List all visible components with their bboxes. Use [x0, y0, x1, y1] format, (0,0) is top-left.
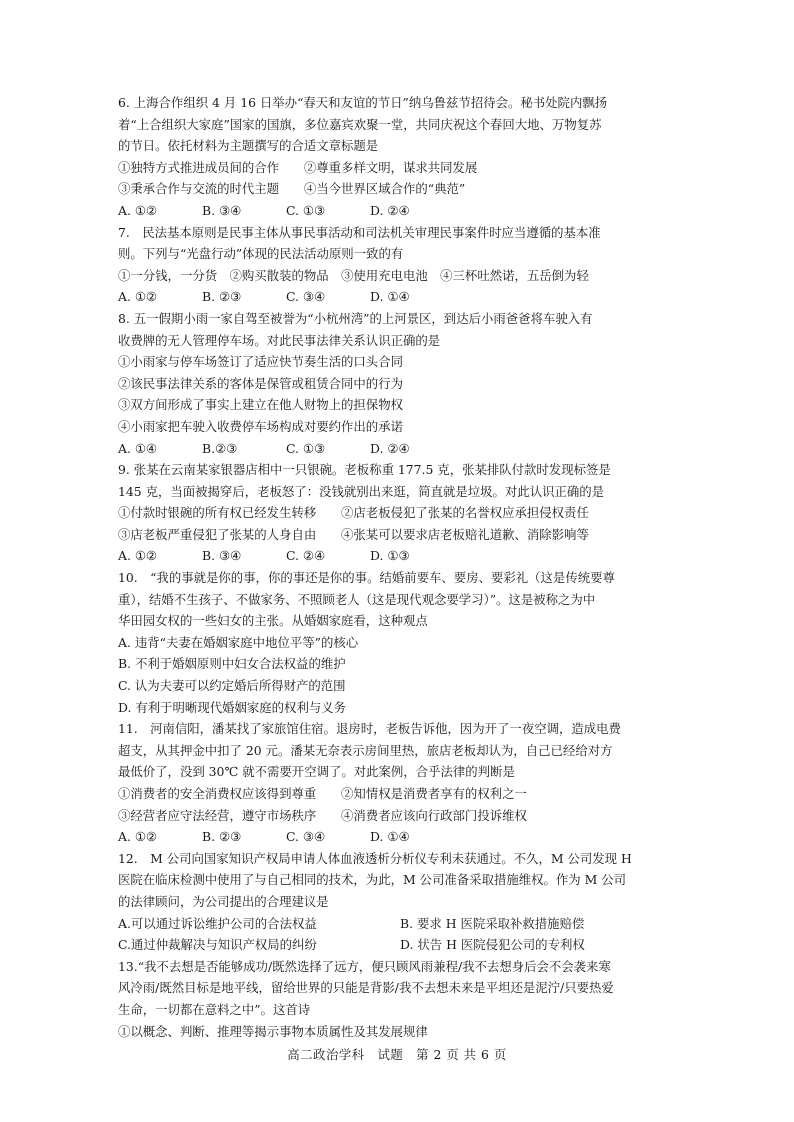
option-b: B. ②③	[202, 829, 242, 845]
question-6	[118, 92, 686, 222]
text-line: ③双方间形成了事实上建立在他人财物上的担保物权	[118, 397, 403, 413]
answer-options	[118, 826, 686, 848]
text-line: 145 克，当面被揭穿后，老板怒了：没钱就别出来逛，简直就是垃圾。对此认识正确的是	[118, 483, 605, 499]
question-7	[118, 222, 686, 308]
question-13	[118, 956, 686, 1042]
text-line: 重），结婚不生孩子、不做家务、不照顾老人（这是现代观念要学习）”。这是被称之为中	[118, 591, 596, 607]
answer-options	[118, 438, 686, 460]
text-line: 华田园女权的一些妇女的主张。从婚姻家庭看，这种观点	[118, 613, 428, 629]
option-c: C. ①③	[286, 202, 326, 218]
option-c: C. ③④	[286, 829, 326, 845]
text-line: 的节日。依托材料为主题撰写的合适文章标题是	[118, 138, 379, 154]
option-a: A. ①②	[118, 829, 158, 845]
text-line: 医院在临床检测中使用了与自己相同的技术，为此，M 公司准备采取措施维权。作为 M 公司	[118, 872, 627, 888]
text-line: 13.“我不去想是否能够成功/既然选择了远方，便只顾风雨兼程/我不去想身后会不会袭来寒	[118, 958, 611, 974]
text-line: 最低价了，没到 30℃ 就不需要开空调了。对此案例，合乎法律的判断是	[118, 764, 515, 780]
option-c: C. ③④	[286, 289, 326, 305]
option-d: D. ①③	[370, 548, 410, 564]
text-line: ③经营者应守法经营，遵守市场秩序 ④消费者应该向行政部门投诉维权	[118, 807, 527, 823]
answer-options	[118, 286, 686, 308]
text-line: ③店老板严重侵犯了张某的人身自由 ④张某可以要求店老板赔礼道歉、消除影响等	[118, 526, 589, 542]
text-line: 的法律顾问，为公司提出的合理建议是	[118, 893, 329, 909]
text-line: 生命，一切都在意料之中”。这首诗	[118, 1001, 311, 1017]
option-d: D. ①④	[370, 829, 410, 845]
text-line: ①付款时银碗的所有权已经发生转移 ②店老板侵犯了张某的名誉权应承担侵权责任	[118, 505, 589, 521]
question-12	[118, 848, 686, 956]
text-line: 风冷雨/既然目标是地平线，留给世界的只能是背影/我不去想未来是平坦还是泥泞/只要热爱	[118, 980, 614, 996]
option-b: B. ②③	[202, 289, 242, 305]
text-line: ④小雨家把车驶入收费停车场构成对要约作出的承诺	[118, 418, 403, 434]
text-line: ③秉承合作与交流的时代主题 ④当今世界区域合作的“典范”	[118, 181, 466, 197]
question-10	[118, 567, 686, 718]
text-line: ①一分钱，一分货 ②购买散装的物品 ③使用充电电池 ④三杯吐然诺，五岳倒为轻	[118, 267, 589, 283]
option-b: B. ③④	[202, 548, 242, 564]
text-line: 10. “我的事就是你的事，你的事还是你的事。结婚前要车、要房、要彩礼（这是传统要尊	[118, 570, 615, 586]
option-b: B.②③	[202, 440, 238, 456]
option-d: D. 状告 H 医院侵犯公司的专利权	[400, 937, 585, 953]
option-a: A. 违背“夫妻在婚姻家庭中地位平等”的核心	[118, 634, 359, 650]
text-line: ②该民事法律关系的客体是保管或租赁合同中的行为	[118, 375, 403, 391]
option-c: C. ②④	[286, 548, 326, 564]
option-a: A.可以通过诉讼维护公司的合法权益	[118, 915, 317, 931]
text-line: ①小雨家与停车场签订了适应快节奏生活的口头合同	[118, 354, 403, 370]
text-line: ①独特方式推进成员间的合作 ②尊重多样文明，谋求共同发展	[118, 159, 478, 175]
question-8	[118, 308, 686, 459]
option-d: D. ①④	[370, 289, 410, 305]
option-b: B. ③④	[202, 202, 242, 218]
option-d: D. 有利于明晰现代婚姻家庭的权利与义务	[118, 699, 347, 715]
option-a: A. ①②	[118, 548, 158, 564]
text-line: 8. 五一假期小雨一家自驾至被誉为“小杭州湾”的上河景区，到达后小雨爸爸将车驶入有	[118, 310, 593, 326]
answer-options-row	[118, 934, 686, 956]
text-line: ①以概念、判断、推理等揭示事物本质属性及其发展规律	[118, 1023, 428, 1039]
text-line: 超支，从其押金中扣了 20 元。潘某无奈表示房间里热，旅店老板却认为，自己已经给对方	[118, 742, 613, 758]
option-a: A. ①②	[118, 289, 158, 305]
option-d: D. ②④	[370, 440, 410, 456]
text-line: 则。下列与“光盘行动”体现的民法活动原则一致的有	[118, 246, 404, 262]
option-c: C. 认为夫妻可以约定婚后所得财产的范围	[118, 678, 346, 694]
option-d: D. ②④	[370, 202, 410, 218]
page-footer: 高二政治学科 试题 第 2 页 共 6 页	[287, 1047, 507, 1062]
option-b: B. 要求 H 医院采取补救措施赔偿	[400, 915, 585, 931]
answer-options	[118, 545, 686, 567]
option-a: A. ①②	[118, 202, 158, 218]
option-c: C.通过仲裁解决与知识产权局的纠纷	[118, 937, 317, 953]
option-c: C. ①③	[286, 440, 326, 456]
answer-options-row	[118, 913, 686, 935]
text-line: 6. 上海合作组织 4 月 16 日举办“春天和友谊的节日”纳乌鲁兹节招待会。秘书处院内飘扬	[118, 95, 608, 110]
exam-page	[118, 92, 686, 1042]
text-line: 7. 民法基本原则是民事主体从事民事活动和司法机关审理民事案件时应当遵循的基本准	[118, 224, 601, 240]
text-line: 12. M 公司向国家知识产权局申请人体血液透析分析仪专利未获通过。不久，M 公司发现 H	[118, 850, 632, 866]
text-line: 着“上合组织大家庭”国家的国旗，多位嘉宾欢聚一堂，共同庆祝这个春回大地、万物复苏	[118, 116, 602, 132]
question-9	[118, 459, 686, 567]
text-line: 9. 张某在云南某家银器店相中一只银碗。老板称重 177.5 克，张某排队付款时发现标签是	[118, 462, 611, 478]
option-a: A. ①④	[118, 440, 158, 456]
option-b: B. 不利于婚姻原则中妇女合法权益的维护	[118, 656, 346, 672]
question-11	[118, 718, 686, 848]
text-line: 收费牌的无人管理停车场。对此民事法律关系认识正确的是	[118, 332, 441, 348]
answer-options	[118, 200, 686, 222]
text-line: 11. 河南信阳，潘某找了家旅馆住宿。退房时，老板告诉他，因为开了一夜空调，造成电费	[118, 721, 621, 737]
text-line: ①消费者的安全消费权应该得到尊重 ②知情权是消费者享有的权利之一	[118, 786, 527, 801]
